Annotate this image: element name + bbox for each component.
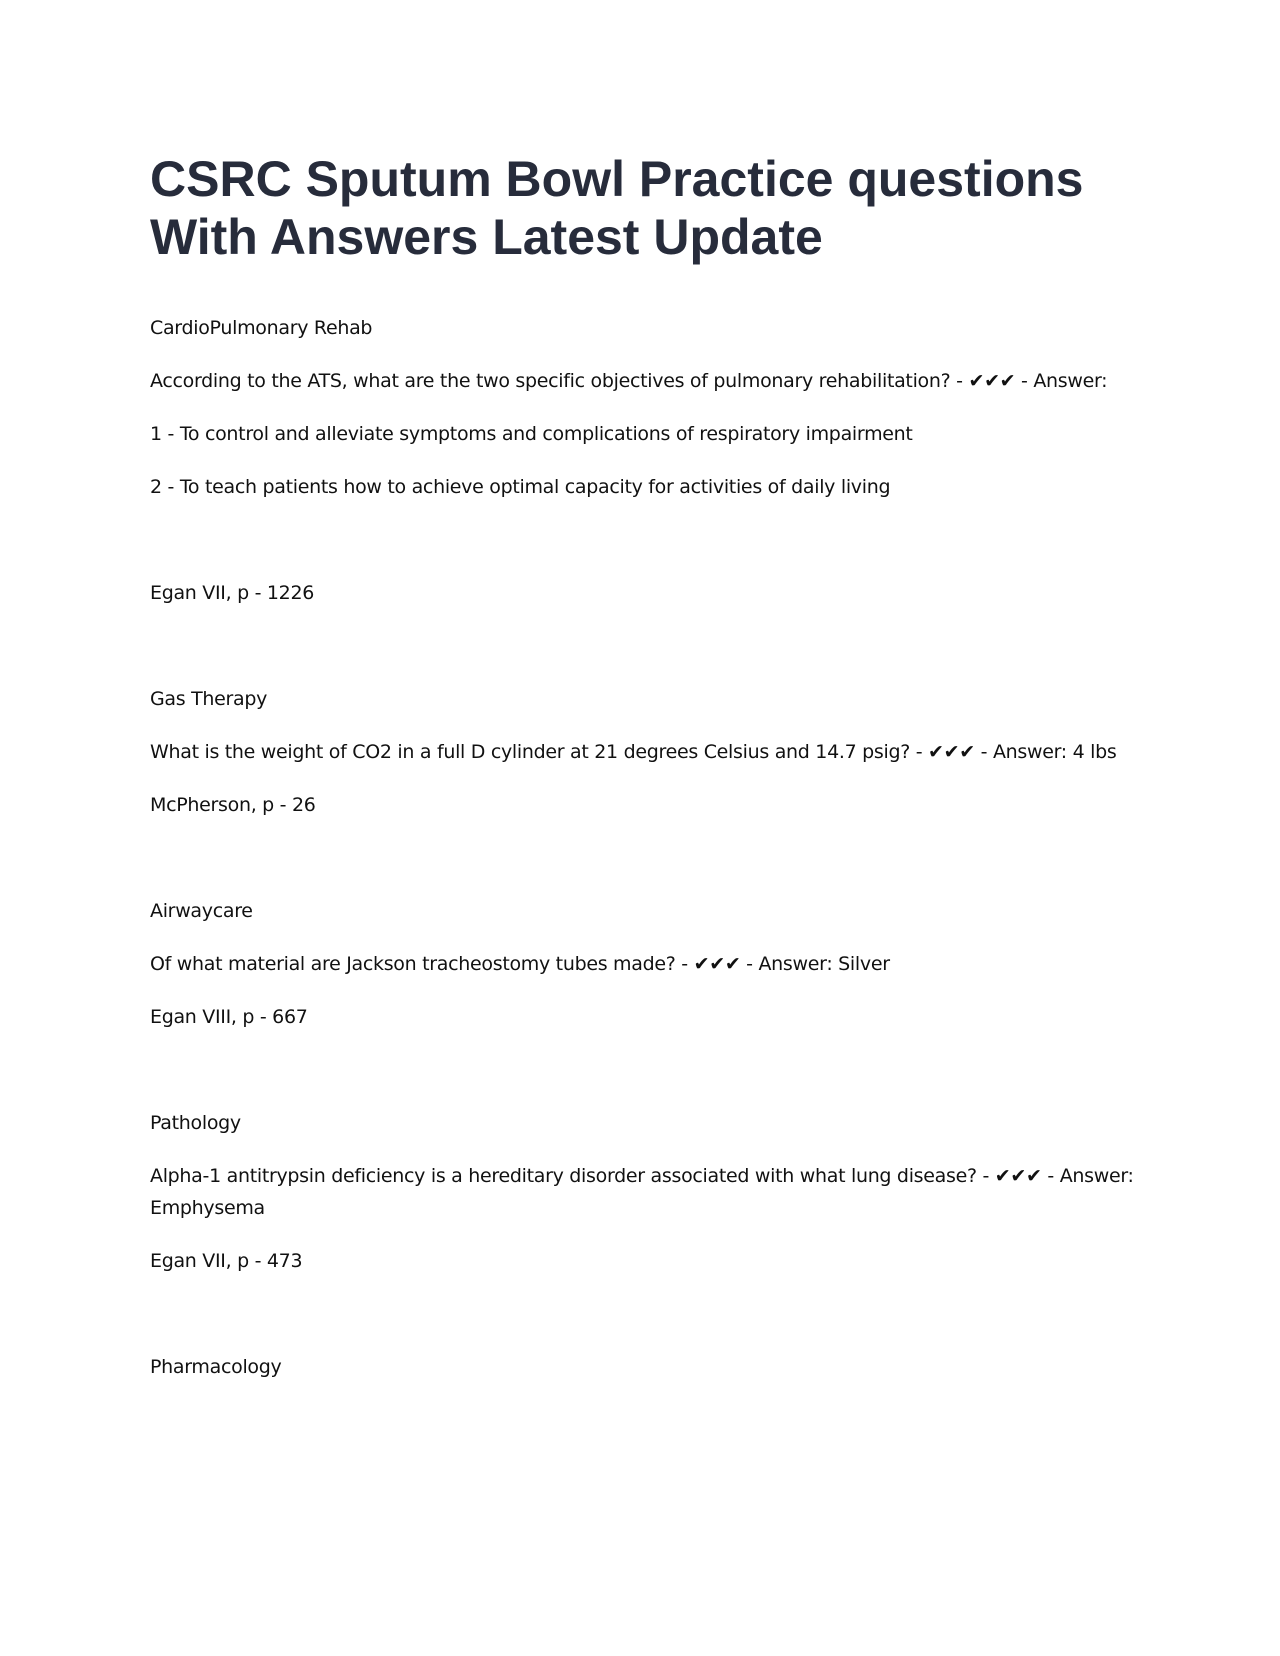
section-category: Gas Therapy (150, 688, 268, 710)
blank-line (150, 1298, 1140, 1351)
reference-text: Egan VIII, p - 667 (150, 1006, 308, 1028)
blank-line (150, 1054, 1140, 1107)
question-text: Alpha-1 antitrypsin deficiency is a hereditary disorder associated with what lung disease? - ✔✔✔ - Answer: Emphysema (150, 1165, 1134, 1219)
document-page (150, 150, 1140, 1404)
reference-text: McPherson, p - 26 (150, 794, 316, 816)
section-category: Pharmacology (150, 1356, 282, 1378)
answer-line: 1 - To control and alleviate symptoms and complications of respiratory impairment (150, 423, 913, 445)
blank-line (150, 524, 1140, 577)
answer-line: 2 - To teach patients how to achieve optimal capacity for activities of daily living (150, 476, 891, 498)
blank-line (150, 630, 1140, 683)
document-title: CSRC Sputum Bowl Practice questions With Answers Latest Update (150, 151, 1084, 265)
reference-text: Egan VII, p - 1226 (150, 582, 315, 604)
question-text: According to the ATS, what are the two specific objectives of pulmonary rehabilitation? - ✔✔✔ - Answer: (150, 370, 1108, 392)
question-text: What is the weight of CO2 in a full D cylinder at 21 degrees Celsius and 14.7 psig? - ✔✔✔ - Answer: 4 lbs (150, 741, 1117, 763)
question-text: Of what material are Jackson tracheostomy tubes made? - ✔✔✔ - Answer: Silver (150, 953, 890, 975)
section-category: Airwaycare (150, 900, 253, 922)
section-category: CardioPulmonary Rehab (150, 317, 373, 339)
blank-line (150, 842, 1140, 895)
section-category: Pathology (150, 1112, 241, 1134)
reference-text: Egan VII, p - 473 (150, 1250, 303, 1272)
